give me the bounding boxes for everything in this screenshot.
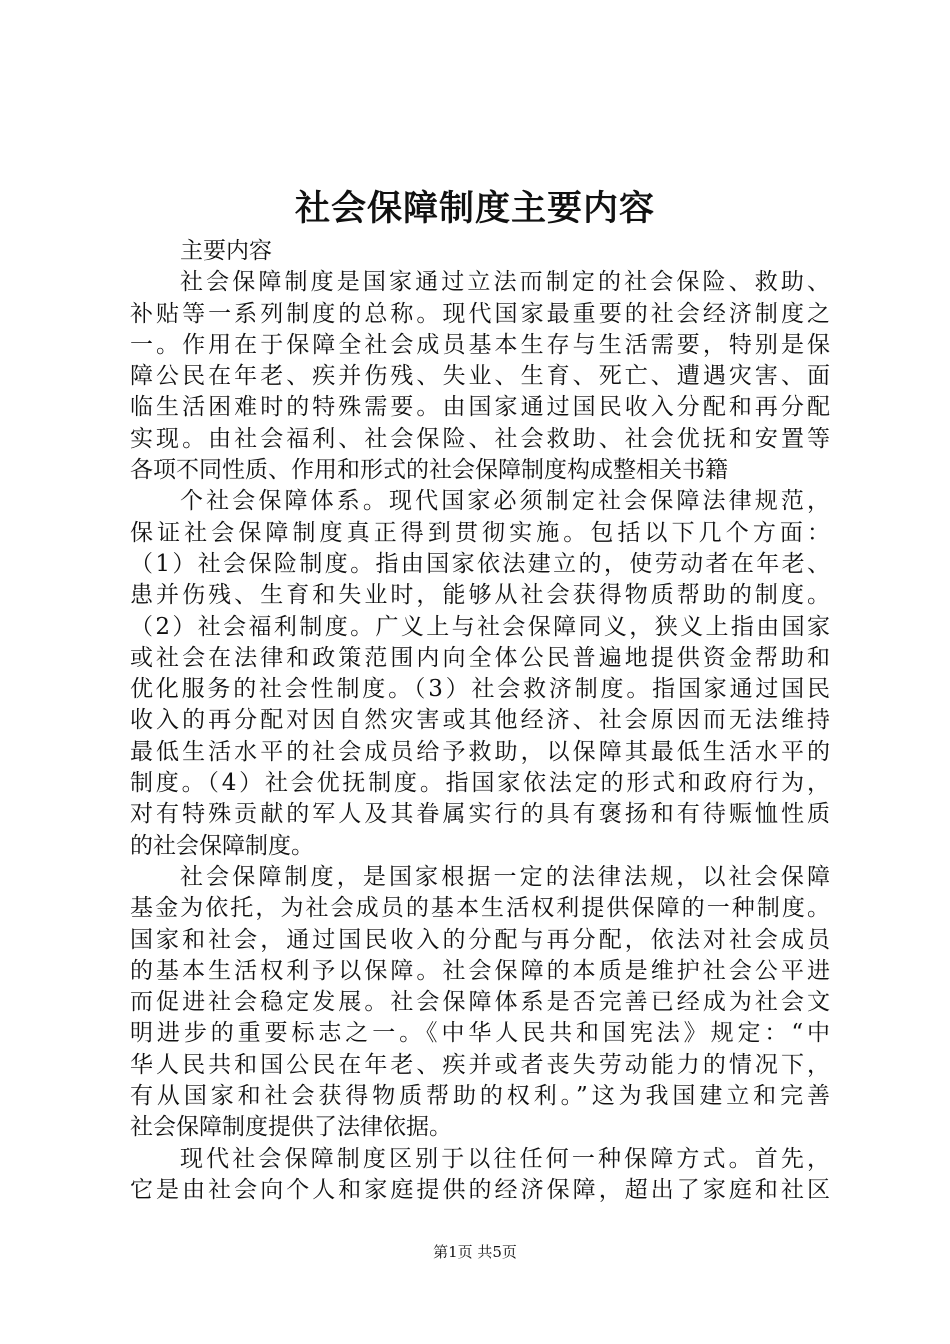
text-line: 社会保障制度是国家通过立法而制定的社会保险、救助、	[180, 269, 830, 296]
text-line: 个社会保障体系。现代国家必须制定社会保障法律规范，	[180, 488, 830, 515]
text-line: 障公民在年老、疾并伤残、失业、生育、死亡、遭遇灾害、面	[130, 363, 830, 390]
text-line: 对有特殊贡献的军人及其眷属实行的具有褒扬和有待赈恤性质	[130, 801, 830, 828]
text-line: （2）社会福利制度。广义上与社会保障同义，狭义上指由国家	[130, 613, 830, 640]
text-line: 收入的再分配对因自然灾害或其他经济、社会原因而无法维持	[130, 707, 830, 734]
text-line: 一。作用在于保障全社会成员基本生存与生活需要，特别是保	[130, 331, 830, 358]
text-line: 实现。由社会福利、社会保险、社会救助、社会优抚和安置等	[130, 425, 830, 452]
text-line: 它是由社会向个人和家庭提供的经济保障，超出了家庭和社区	[130, 1176, 830, 1203]
page-footer: 第1页 共5页	[433, 1243, 517, 1261]
text-line: 主要内容	[180, 238, 272, 264]
text-line: 优化服务的社会性制度。（3）社会救济制度。指国家通过国民	[130, 676, 830, 703]
text-line: 国家和社会，通过国民收入的分配与再分配，依法对社会成员	[130, 926, 830, 953]
text-line: 而促进社会稳定发展。社会保障体系是否完善已经成为社会文	[130, 989, 830, 1016]
text-line: 患并伤残、生育和失业时，能够从社会获得物质帮助的制度。	[130, 582, 830, 609]
text-line: 制度。（4）社会优抚制度。指国家依法定的形式和政府行为，	[130, 770, 830, 797]
text-line: 社会保障制度，是国家根据一定的法律法规，以社会保障	[180, 863, 830, 890]
text-line: 各项不同性质、作用和形式的社会保障制度构成整相关书籍	[130, 457, 728, 484]
text-line: 的社会保障制度。	[130, 832, 314, 859]
text-line: 或社会在法律和政策范围内向全体公民普遍地提供资金帮助和	[130, 644, 830, 671]
text-line: 华人民共和国公民在年老、疾并或者丧失劳动能力的情况下，	[130, 1051, 830, 1078]
text-line: 补贴等一系列制度的总称。现代国家最重要的社会经济制度之	[130, 300, 830, 327]
text-line: 保证社会保障制度真正得到贯彻实施。包括以下几个方面：	[130, 519, 830, 546]
text-line: 基金为依托，为社会成员的基本生活权利提供保障的一种制度。	[130, 895, 830, 922]
text-line: 临生活困难时的特殊需要。由国家通过国民收入分配和再分配	[130, 394, 830, 421]
text-line: 最低生活水平的社会成员给予救助，以保障其最低生活水平的	[130, 738, 830, 765]
text-line: （1）社会保险制度。指由国家依法建立的，使劳动者在年老、	[130, 550, 830, 577]
text-line: 有从国家和社会获得物质帮助的权利。”这为我国建立和完善	[130, 1083, 830, 1110]
text-line: 社会保障制度提供了法律依据。	[130, 1114, 452, 1141]
document-body	[130, 236, 830, 1206]
text-line: 明进步的重要标志之一。《中华人民共和国宪法》规定：“中	[130, 1020, 830, 1047]
document-title: 社会保障制度主要内容	[294, 188, 655, 229]
text-line: 的基本生活权利予以保障。社会保障的本质是维护社会公平进	[130, 957, 830, 984]
text-line: 现代社会保障制度区别于以往任何一种保障方式。首先，	[180, 1145, 830, 1172]
